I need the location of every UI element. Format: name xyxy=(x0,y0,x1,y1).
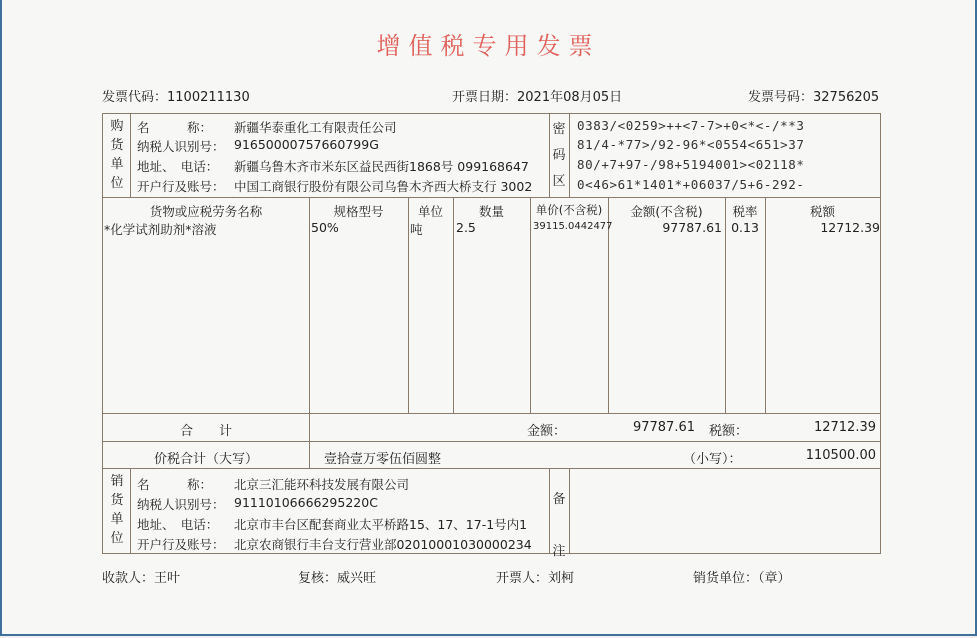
cipher-line: 0<46>61*1401*+06037/5+6-292- xyxy=(577,177,805,192)
reviewer: 复核：威兴旺 xyxy=(298,571,377,586)
invoice-table xyxy=(102,113,881,559)
seller-tax-id: 91110106666295220C xyxy=(234,495,378,510)
cipher-label: 密 码 区 xyxy=(552,122,566,189)
invoice-code-value: 1100211130 xyxy=(167,90,250,105)
invoice-code xyxy=(102,86,250,105)
issue-date-value: 2021年08月05日 xyxy=(517,90,623,105)
buyer-bank-label: 开户行及账号： xyxy=(137,179,225,194)
col-tax-header: 税额 xyxy=(809,204,835,219)
buyer-name-label: 名 称： xyxy=(137,120,213,135)
col-rate-header: 税率 xyxy=(732,204,758,219)
payee: 收款人：王叶 xyxy=(102,571,181,586)
buyer-address: 新疆乌鲁木齐市米东区益民西街1868号 099168647 xyxy=(234,159,529,174)
invoice-number-label: 发票号码： xyxy=(748,90,814,105)
seller-name: 北京三汇能环科技发展有限公司 xyxy=(234,477,410,492)
total-label: 合 计 xyxy=(179,424,232,439)
issue-date-label: 开票日期： xyxy=(452,90,518,105)
grand-total-small-label: （小写）： xyxy=(683,452,742,467)
col-price-header: 单价(不含税) xyxy=(535,203,603,217)
grand-total-small: 110500.00 xyxy=(805,448,876,463)
invoice-code-label: 发票代码： xyxy=(102,90,168,105)
buyer-bank: 中国工商银行股份有限公司乌鲁木齐西大桥支行 3002 xyxy=(234,179,533,194)
col-goods-header: 货物或应税劳务名称 xyxy=(149,204,263,219)
cipher-line: 80/+7+97-/98+5194001><02118* xyxy=(577,157,805,172)
remarks-label: 备 注 xyxy=(552,492,566,559)
item-amount: 97787.61 xyxy=(662,220,722,235)
seller-bank: 北京农商银行丰台支行营业部02010001030000234 xyxy=(234,537,532,552)
total-tax: 12712.39 xyxy=(813,420,876,435)
item-tax: 12712.39 xyxy=(820,220,880,235)
total-amount: 97787.61 xyxy=(632,420,695,435)
item-rate: 0.13 xyxy=(731,220,759,235)
col-amount-header: 金额(不含税) xyxy=(630,204,703,219)
cipher-line: 0383/<0259>++<7-7>+0<*<-/**3 xyxy=(577,118,805,133)
item-qty: 2.5 xyxy=(456,220,476,235)
seller-name-label: 名 称： xyxy=(137,477,213,492)
col-qty-header: 数量 xyxy=(478,204,504,219)
seller-address-label: 地址、 电话： xyxy=(137,517,219,532)
buyer-tax-id: 91650000757660799G xyxy=(234,137,379,152)
buyer-address-label: 地址、 电话： xyxy=(137,159,219,174)
grand-total-label: 价税合计（大写） xyxy=(153,452,258,467)
item-spec: 50% xyxy=(311,220,339,235)
issue-date xyxy=(452,86,622,105)
seller-bank-label: 开户行及账号： xyxy=(137,537,225,552)
grand-total-words: 壹拾壹万零伍佰圆整 xyxy=(324,452,442,467)
invoice-title: 增值税专用发票 xyxy=(376,32,601,60)
seller-address: 北京市丰台区配套商业太平桥路15、17、17-1号内1 xyxy=(234,517,528,532)
buyer-name: 新疆华泰重化工有限责任公司 xyxy=(234,120,397,135)
seller-seal: 销货单位：（章） xyxy=(693,571,791,586)
total-amount-label: 金额： xyxy=(527,424,567,439)
cipher-line: 81/4-*77>/92-96*<0554<651>37 xyxy=(577,137,805,152)
buyer-side-label: 购 货 单 位 xyxy=(110,119,124,191)
item-price: 39115.0442477 xyxy=(533,221,613,232)
invoice-number-value: 32756205 xyxy=(813,90,880,105)
col-spec-header: 规格型号 xyxy=(333,204,384,219)
col-unit-header: 单位 xyxy=(417,204,443,219)
invoice-number xyxy=(748,86,879,105)
item-goods: *化学试剂助剂*溶液 xyxy=(104,222,217,237)
buyer-tax-id-label: 纳税人识别号： xyxy=(137,139,225,154)
total-tax-label: 税额： xyxy=(709,424,749,439)
drawer: 开票人：刘柯 xyxy=(496,571,575,586)
seller-tax-id-label: 纳税人识别号： xyxy=(137,497,225,512)
seller-side-label: 销 货 单 位 xyxy=(110,474,124,546)
item-unit: 吨 xyxy=(410,222,423,237)
